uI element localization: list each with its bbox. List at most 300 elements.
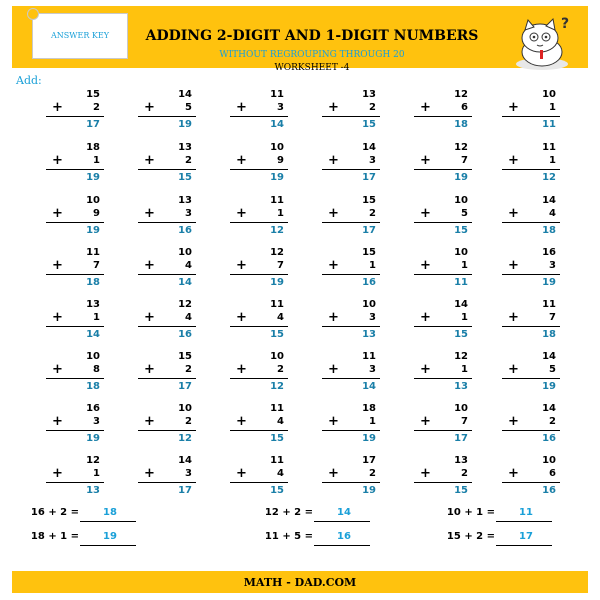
addend-top: 14 [178, 89, 192, 100]
plus-sign: + [144, 100, 155, 115]
addend-bottom: 9 [93, 208, 100, 219]
addition-problem [228, 142, 288, 190]
sum-line [322, 274, 380, 275]
answer-key-card [32, 13, 128, 59]
horizontal-equation [418, 531, 558, 547]
answer-value: 19 [542, 381, 556, 392]
sum-line [230, 274, 288, 275]
sum-line [46, 430, 104, 431]
answer-value: 17 [86, 119, 100, 130]
sum-line [502, 430, 560, 431]
plus-sign: + [420, 310, 431, 325]
answer-value: 17 [454, 433, 468, 444]
addend-top: 12 [454, 89, 468, 100]
plus-sign: + [144, 414, 155, 429]
answer-underline [80, 545, 136, 546]
addition-problem [500, 247, 560, 295]
addition-problem [44, 89, 104, 137]
sum-line [502, 378, 560, 379]
addend-top: 11 [270, 455, 284, 466]
addend-top: 12 [454, 142, 468, 153]
addition-problem [500, 455, 560, 503]
answer-value: 12 [542, 172, 556, 183]
horizontal-equation [236, 531, 376, 547]
plus-sign: + [144, 362, 155, 377]
addend-top: 10 [178, 403, 192, 414]
worksheet-number: WORKSHEET -4 [274, 63, 350, 73]
addend-bottom: 2 [369, 468, 376, 479]
addend-bottom: 4 [277, 416, 284, 427]
addend-top: 10 [270, 351, 284, 362]
answer-underline [496, 521, 552, 522]
plus-sign: + [52, 362, 63, 377]
worksheet-title: ADDING 2-DIGIT AND 1-DIGIT NUMBERS [145, 28, 479, 44]
addend-top: 14 [542, 351, 556, 362]
addend-bottom: 3 [369, 155, 376, 166]
plus-sign: + [508, 258, 519, 273]
addition-problem [44, 455, 104, 503]
answer-value: 17 [362, 225, 376, 236]
addition-problem [412, 455, 472, 503]
plus-sign: + [236, 100, 247, 115]
addend-top: 12 [454, 351, 468, 362]
answer-value: 15 [454, 329, 468, 340]
addend-bottom: 5 [549, 364, 556, 375]
addend-top: 10 [542, 455, 556, 466]
sum-line [502, 222, 560, 223]
sum-line [230, 482, 288, 483]
instruction-label: Add: [16, 74, 42, 87]
answer-value: 18 [86, 277, 100, 288]
sum-line [46, 378, 104, 379]
plus-sign: + [508, 206, 519, 221]
horizontal-equation [2, 507, 142, 523]
addend-bottom: 1 [549, 155, 556, 166]
addition-problem [412, 351, 472, 399]
equation-expression: 16 + 2 = [30, 507, 79, 518]
addend-top: 13 [454, 455, 468, 466]
addition-problem [44, 142, 104, 190]
addend-bottom: 6 [549, 468, 556, 479]
addend-top: 10 [270, 142, 284, 153]
addition-problem [44, 351, 104, 399]
plus-sign: + [328, 414, 339, 429]
plus-sign: + [52, 310, 63, 325]
answer-value: 16 [542, 433, 556, 444]
addition-problem [320, 89, 380, 137]
answer-value: 12 [178, 433, 192, 444]
sum-line [230, 326, 288, 327]
addend-bottom: 4 [277, 468, 284, 479]
addend-bottom: 3 [277, 102, 284, 113]
addend-bottom: 1 [93, 312, 100, 323]
sum-line [138, 116, 196, 117]
addend-bottom: 3 [369, 312, 376, 323]
addend-bottom: 2 [461, 468, 468, 479]
addend-bottom: 2 [185, 364, 192, 375]
addend-top: 11 [86, 247, 100, 258]
plus-sign: + [420, 153, 431, 168]
answer-value: 12 [270, 381, 284, 392]
plus-sign: + [236, 466, 247, 481]
equation-expression: 11 + 5 = [264, 531, 313, 542]
equation-answer: 19 [103, 531, 117, 542]
plus-sign: + [236, 310, 247, 325]
plus-sign: + [420, 362, 431, 377]
answer-key-label: ANSWER KEY [51, 31, 109, 40]
answer-value: 17 [178, 485, 192, 496]
answer-underline [314, 521, 370, 522]
addend-top: 11 [270, 299, 284, 310]
sum-line [322, 169, 380, 170]
addend-top: 10 [178, 247, 192, 258]
sum-line [322, 116, 380, 117]
addend-top: 12 [178, 299, 192, 310]
answer-value: 19 [178, 119, 192, 130]
plus-sign: + [420, 414, 431, 429]
addition-problem [44, 403, 104, 451]
addition-problem [136, 351, 196, 399]
addend-bottom: 2 [185, 416, 192, 427]
equation-expression: 15 + 2 = [446, 531, 495, 542]
addend-bottom: 2 [549, 416, 556, 427]
addition-problem [228, 455, 288, 503]
plus-sign: + [52, 153, 63, 168]
addition-problem [320, 455, 380, 503]
plus-sign: + [328, 310, 339, 325]
answer-value: 16 [178, 225, 192, 236]
sum-line [46, 222, 104, 223]
sum-line [138, 222, 196, 223]
sum-line [414, 274, 472, 275]
sum-line [46, 169, 104, 170]
answer-underline [314, 545, 370, 546]
addend-top: 11 [270, 89, 284, 100]
answer-value: 19 [270, 277, 284, 288]
plus-sign: + [52, 258, 63, 273]
answer-value: 15 [270, 433, 284, 444]
addend-bottom: 7 [461, 155, 468, 166]
addend-top: 15 [178, 351, 192, 362]
addend-top: 14 [542, 195, 556, 206]
answer-value: 14 [86, 329, 100, 340]
sum-line [502, 274, 560, 275]
addend-bottom: 3 [549, 260, 556, 271]
plus-sign: + [52, 206, 63, 221]
addend-bottom: 4 [277, 312, 284, 323]
answer-value: 19 [86, 433, 100, 444]
plus-sign: + [52, 414, 63, 429]
addend-top: 18 [362, 403, 376, 414]
sum-line [414, 430, 472, 431]
equation-answer: 16 [337, 531, 351, 542]
addition-problem [320, 351, 380, 399]
answer-value: 19 [86, 172, 100, 183]
addition-problem [44, 247, 104, 295]
addend-top: 11 [270, 403, 284, 414]
addend-top: 10 [454, 247, 468, 258]
addition-problem [500, 299, 560, 347]
sum-line [230, 430, 288, 431]
addition-problem [320, 195, 380, 243]
sum-line [414, 378, 472, 379]
answer-value: 15 [270, 485, 284, 496]
horizontal-equation [236, 507, 376, 523]
addend-bottom: 9 [277, 155, 284, 166]
addition-problem [136, 195, 196, 243]
sum-line [322, 222, 380, 223]
addend-bottom: 7 [93, 260, 100, 271]
addition-problem [320, 142, 380, 190]
addend-bottom: 1 [461, 312, 468, 323]
plus-sign: + [508, 466, 519, 481]
answer-value: 15 [178, 172, 192, 183]
addend-bottom: 3 [93, 416, 100, 427]
answer-value: 19 [362, 485, 376, 496]
sum-line [230, 116, 288, 117]
equation-expression: 18 + 1 = [30, 531, 79, 542]
addition-problem [500, 89, 560, 137]
sum-line [322, 378, 380, 379]
plus-sign: + [52, 466, 63, 481]
addend-top: 18 [86, 142, 100, 153]
addition-problem [44, 195, 104, 243]
sum-line [414, 169, 472, 170]
addend-bottom: 1 [93, 468, 100, 479]
addend-top: 10 [454, 195, 468, 206]
equation-answer: 17 [519, 531, 533, 542]
worksheet-subtitle: WITHOUT REGROUPING THROUGH 20 [219, 50, 405, 60]
addend-top: 15 [86, 89, 100, 100]
addend-top: 11 [542, 299, 556, 310]
addend-bottom: 7 [461, 416, 468, 427]
sum-line [138, 326, 196, 327]
equation-expression: 10 + 1 = [446, 507, 495, 518]
addition-problem [44, 299, 104, 347]
plus-sign: + [236, 206, 247, 221]
addition-problem [228, 299, 288, 347]
sum-line [230, 378, 288, 379]
addend-top: 13 [178, 142, 192, 153]
plus-sign: + [144, 153, 155, 168]
sum-line [46, 116, 104, 117]
addition-problem [136, 299, 196, 347]
sum-line [138, 430, 196, 431]
plus-sign: + [236, 258, 247, 273]
addend-bottom: 6 [461, 102, 468, 113]
svg-text:?: ? [561, 16, 570, 32]
sum-line [46, 482, 104, 483]
addend-top: 14 [178, 455, 192, 466]
sum-line [230, 169, 288, 170]
addition-problem [412, 195, 472, 243]
addend-bottom: 5 [461, 208, 468, 219]
plus-sign: + [328, 100, 339, 115]
answer-value: 14 [362, 381, 376, 392]
addend-top: 13 [86, 299, 100, 310]
addend-bottom: 7 [549, 312, 556, 323]
answer-value: 16 [542, 485, 556, 496]
plus-sign: + [328, 466, 339, 481]
plus-sign: + [144, 206, 155, 221]
plus-sign: + [328, 153, 339, 168]
cat-mascot-icon [506, 14, 576, 72]
addend-bottom: 1 [93, 155, 100, 166]
sum-line [46, 326, 104, 327]
addition-problem [412, 247, 472, 295]
answer-value: 13 [86, 485, 100, 496]
addend-top: 13 [362, 89, 376, 100]
answer-value: 18 [86, 381, 100, 392]
plus-sign: + [420, 206, 431, 221]
sum-line [502, 482, 560, 483]
footer-site: MATH - DAD.COM [243, 575, 357, 589]
answer-value: 17 [362, 172, 376, 183]
addition-problem [320, 403, 380, 451]
plus-sign: + [420, 466, 431, 481]
sum-line [414, 482, 472, 483]
addend-top: 10 [454, 403, 468, 414]
plus-sign: + [508, 362, 519, 377]
header-banner [12, 6, 588, 73]
addend-top: 13 [178, 195, 192, 206]
answer-value: 19 [270, 172, 284, 183]
sum-line [138, 169, 196, 170]
addend-bottom: 3 [185, 468, 192, 479]
addition-problem [136, 142, 196, 190]
addend-bottom: 1 [461, 260, 468, 271]
addend-bottom: 1 [461, 364, 468, 375]
addend-top: 10 [86, 351, 100, 362]
plus-sign: + [508, 153, 519, 168]
plus-sign: + [508, 100, 519, 115]
addend-top: 14 [454, 299, 468, 310]
addend-top: 15 [362, 247, 376, 258]
sum-line [322, 482, 380, 483]
equation-answer: 11 [519, 507, 533, 518]
addition-problem [228, 195, 288, 243]
addition-problem [500, 195, 560, 243]
answer-value: 19 [86, 225, 100, 236]
answer-value: 18 [454, 119, 468, 130]
addend-bottom: 8 [93, 364, 100, 375]
plus-sign: + [328, 206, 339, 221]
equation-answer: 14 [337, 507, 351, 518]
addend-top: 10 [542, 89, 556, 100]
addend-bottom: 1 [369, 260, 376, 271]
answer-value: 15 [270, 329, 284, 340]
addend-top: 14 [542, 403, 556, 414]
plus-sign: + [328, 362, 339, 377]
addition-problem [228, 89, 288, 137]
addend-bottom: 3 [369, 364, 376, 375]
addend-top: 11 [542, 142, 556, 153]
addition-problem [412, 403, 472, 451]
addend-top: 12 [270, 247, 284, 258]
addend-top: 10 [362, 299, 376, 310]
sum-line [414, 222, 472, 223]
answer-value: 15 [454, 225, 468, 236]
sum-line [138, 378, 196, 379]
answer-value: 19 [454, 172, 468, 183]
plus-sign: + [144, 466, 155, 481]
answer-value: 16 [178, 329, 192, 340]
plus-sign: + [236, 153, 247, 168]
answer-underline [80, 521, 136, 522]
sum-line [138, 274, 196, 275]
addend-top: 11 [270, 195, 284, 206]
answer-value: 15 [362, 119, 376, 130]
addition-problem [412, 299, 472, 347]
answer-value: 11 [542, 119, 556, 130]
addend-bottom: 4 [185, 260, 192, 271]
addend-bottom: 2 [185, 155, 192, 166]
plus-sign: + [420, 258, 431, 273]
addition-problem [136, 455, 196, 503]
sum-line [414, 116, 472, 117]
answer-value: 18 [542, 329, 556, 340]
addition-problem [412, 89, 472, 137]
addend-top: 12 [86, 455, 100, 466]
equation-answer: 18 [103, 507, 117, 518]
sum-line [138, 482, 196, 483]
answer-value: 18 [542, 225, 556, 236]
addition-problem [136, 403, 196, 451]
plus-sign: + [52, 100, 63, 115]
addend-bottom: 1 [369, 416, 376, 427]
addend-top: 16 [86, 403, 100, 414]
addend-bottom: 1 [277, 208, 284, 219]
horizontal-equation [2, 531, 142, 547]
answer-value: 15 [454, 485, 468, 496]
answer-value: 12 [270, 225, 284, 236]
sum-line [414, 326, 472, 327]
addend-bottom: 2 [369, 208, 376, 219]
answer-underline [496, 545, 552, 546]
addition-problem [136, 89, 196, 137]
addend-bottom: 3 [185, 208, 192, 219]
answer-value: 14 [178, 277, 192, 288]
answer-value: 19 [542, 277, 556, 288]
sum-line [46, 274, 104, 275]
addend-bottom: 2 [369, 102, 376, 113]
addend-bottom: 4 [549, 208, 556, 219]
addition-problem [320, 299, 380, 347]
addend-bottom: 2 [277, 364, 284, 375]
addend-bottom: 7 [277, 260, 284, 271]
addend-top: 17 [362, 455, 376, 466]
plus-sign: + [328, 258, 339, 273]
answer-value: 16 [362, 277, 376, 288]
answer-value: 19 [362, 433, 376, 444]
answer-value: 14 [270, 119, 284, 130]
plus-sign: + [420, 100, 431, 115]
plus-sign: + [144, 258, 155, 273]
addend-top: 10 [86, 195, 100, 206]
plus-sign: + [236, 414, 247, 429]
answer-value: 11 [454, 277, 468, 288]
plus-sign: + [236, 362, 247, 377]
sum-line [322, 326, 380, 327]
answer-value: 13 [454, 381, 468, 392]
addition-problem [500, 403, 560, 451]
addend-top: 15 [362, 195, 376, 206]
addition-problem [320, 247, 380, 295]
addition-problem [412, 142, 472, 190]
sum-line [502, 116, 560, 117]
answer-value: 17 [178, 381, 192, 392]
addition-problem [500, 351, 560, 399]
